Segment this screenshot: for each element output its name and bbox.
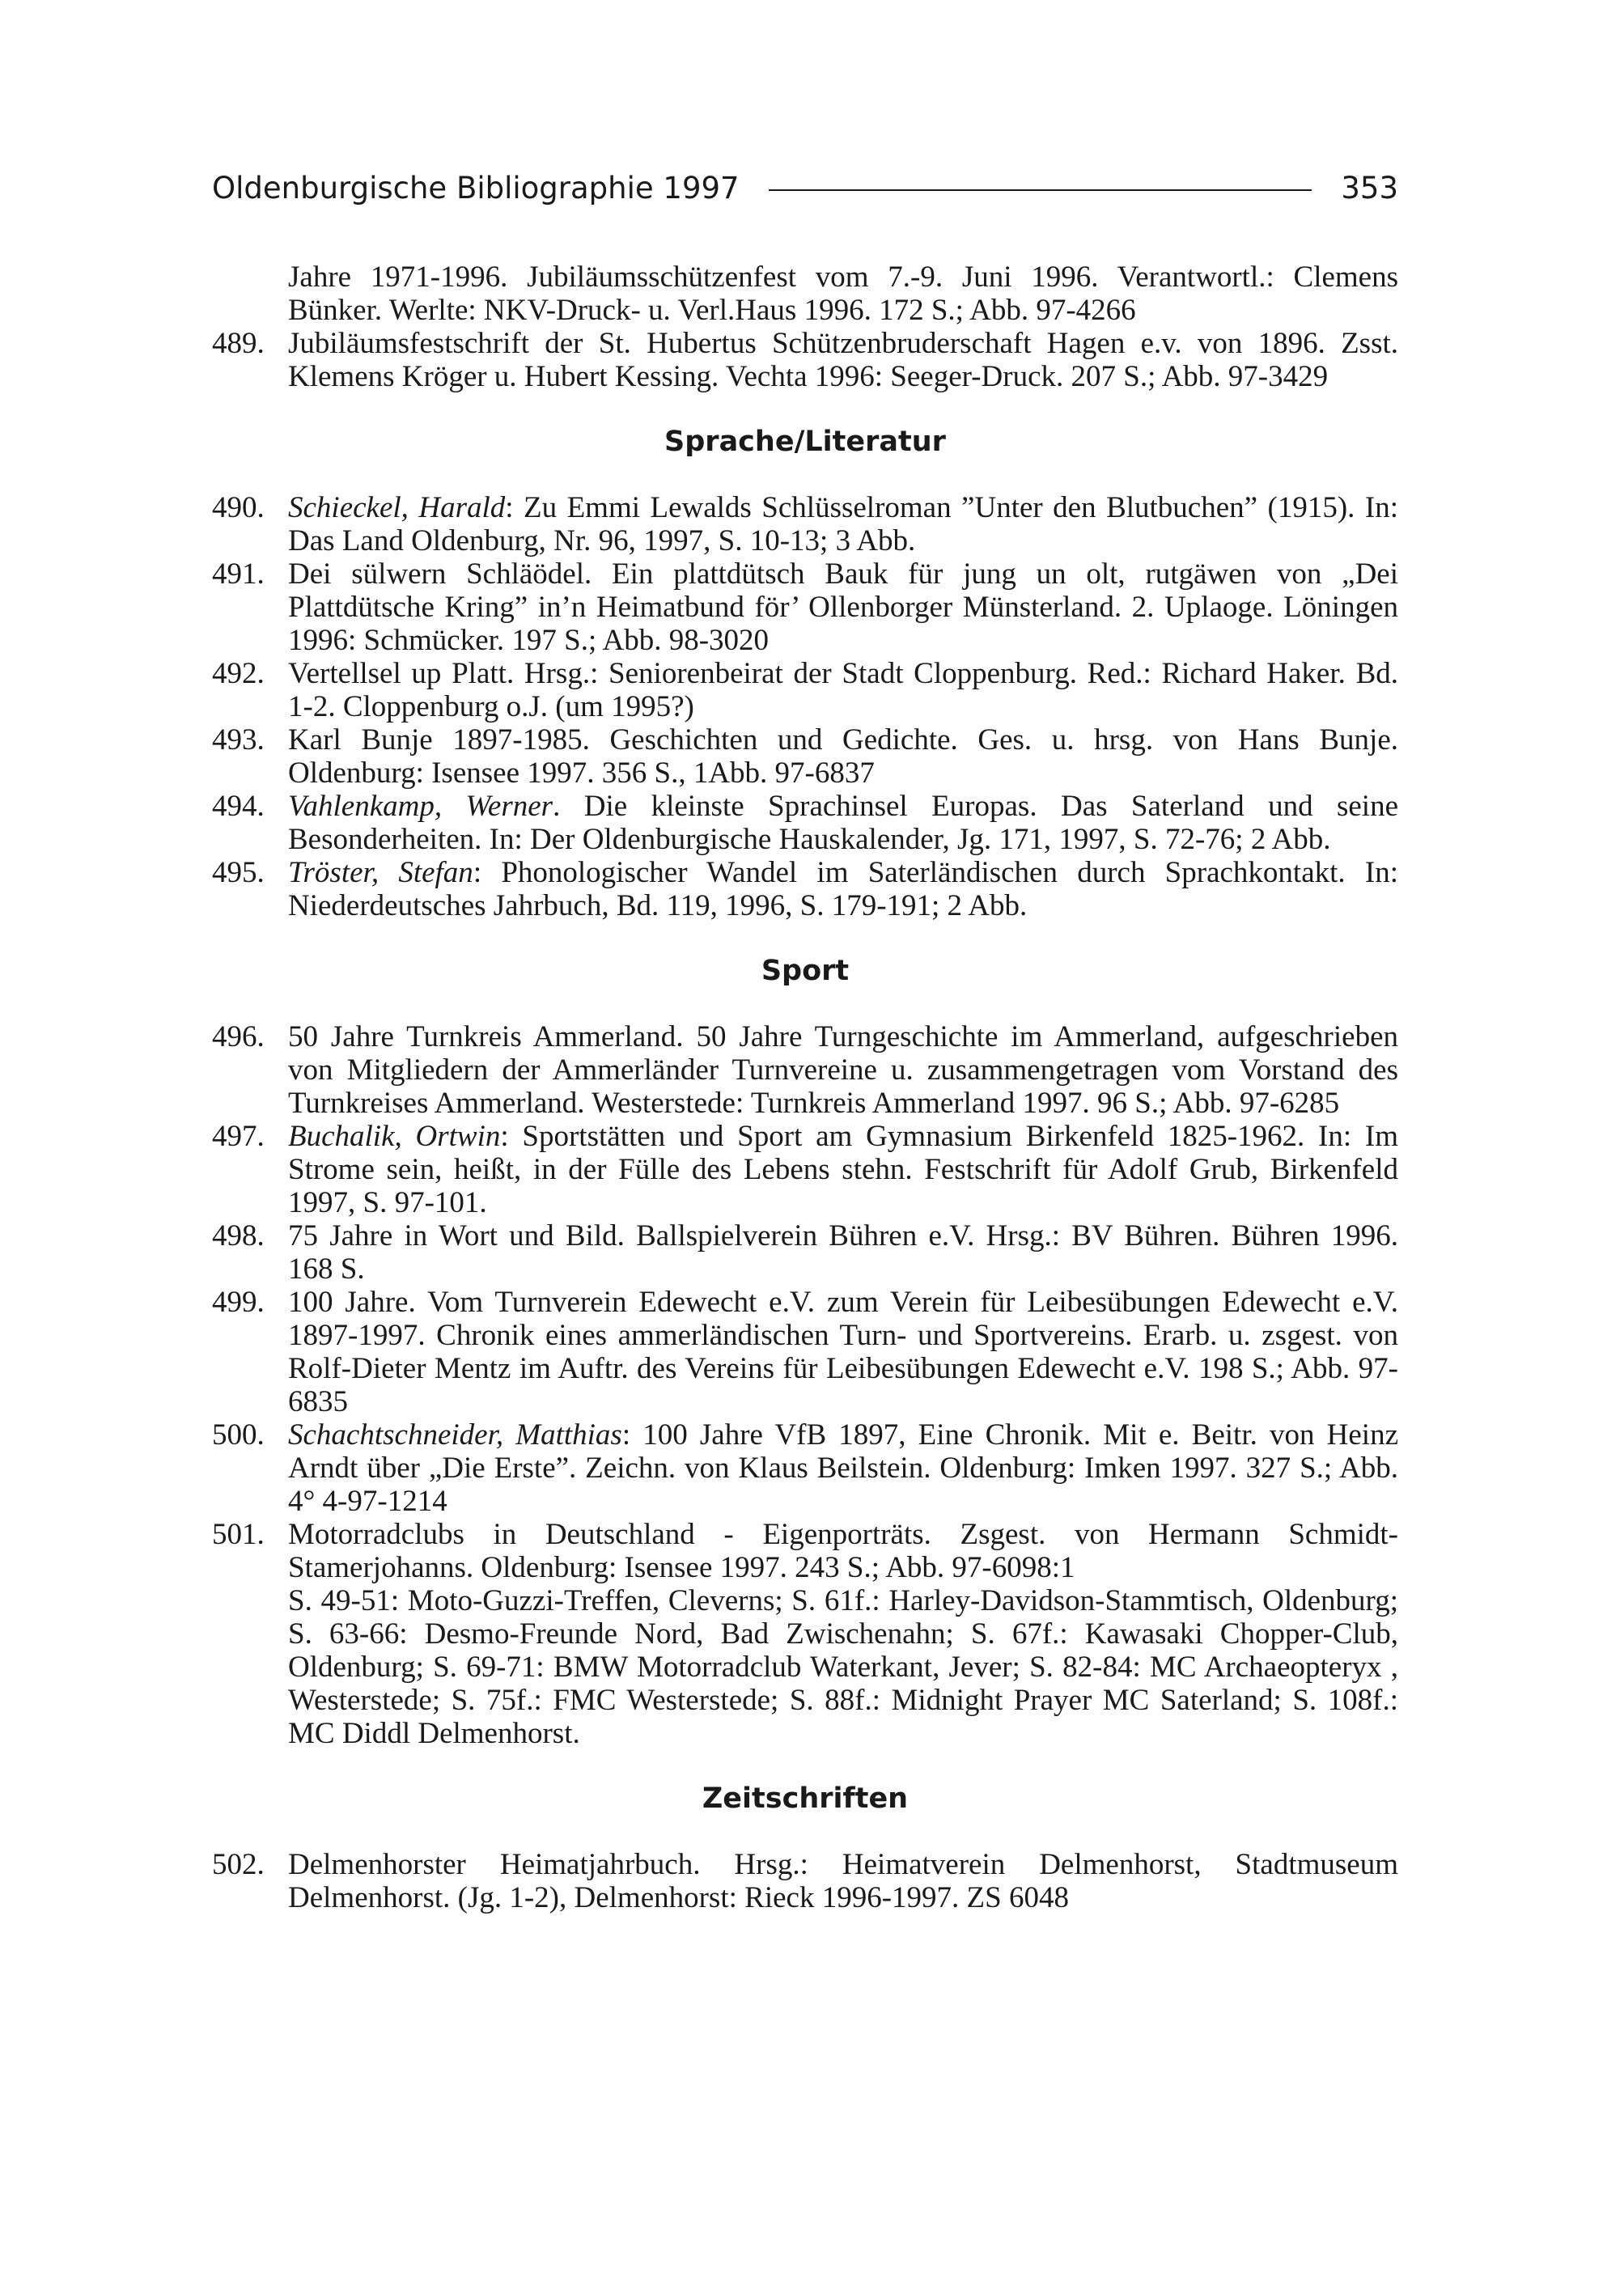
entry-491 [212,557,1398,657]
section-heading-sport: Sport [761,955,850,987]
entry-author: Schachtschneider, Matthias [288,1418,622,1452]
entry-contents: S. 49-51: Moto-Guzzi-Treffen, Cleverns; S. 61f.: Harley-Davidson-Stammtisch, Oldenburg; S. 63-66: Desmo-Freunde Nord, Bad Zwischenahn; S. 67f.: Kawasaki Chopper-Club, Oldenburg; S. 69-71: BMW Motorradclub Waterkant, Jever; S. 82-84: MC Archaeopteryx , Westerstede; S. 75f.: FMC Westerstede; S. 88f.: Midnight Prayer MC Saterland; S. 108f.: MC Diddl Delmenhorst. [288,1584,1398,1750]
entry-number: 500. [212,1418,265,1452]
entry-text: : Sportstätten und Sport am Gymnasium Birkenfeld 1825-1962. In: Im Strome sein, heißt, in der Fülle des Lebens stehn. Festschrift für Adolf Grub, Birkenfeld 1997, S. 97-101. [288,1120,1398,1219]
entry-494 [212,790,1398,856]
entry-text: Vertellsel up Platt. Hrsg.: Seniorenbeirat der Stadt Cloppenburg. Red.: Richard Haker. Bd. 1-2. Cloppenburg o.J. (um 1995?) [288,657,1398,723]
entry-text: Motorradclubs in Deutschland - Eigenporträts. Zsgest. von Hermann Schmidt-Stamerjohanns. Oldenburg: Isensee 1997. 243 S.; Abb. 97-6098:1 [288,1518,1398,1584]
entry-502 [212,1848,1398,1914]
entry-text: Karl Bunje 1897-1985. Geschichten und Gedichte. Ges. u. hrsg. von Hans Bunje. Oldenburg: Isensee 1997. 356 S., 1Abb. 97-6837 [288,723,1398,790]
entry-author: Vahlenkamp, Werner [288,790,553,823]
entry-number: 492. [212,657,265,690]
entry-text: Jahre 1971-1996. Jubiläumsschützenfest vom 7.-9. Juni 1996. Verantwortl.: Clemens Bünker. Werlte: NKV-Druck- u. Verl.Haus 1996. 172 S.; Abb. 97-4266 [288,261,1398,327]
entry-number: 497. [212,1120,265,1153]
entry-number: 496. [212,1020,265,1053]
entry-text: : 100 Jahre VfB 1897, Eine Chronik. Mit e. Beitr. von Heinz Arndt über „Die Erste”. Zeichn. von Klaus Beilstein. Oldenburg: Imken 1997. 327 S.; Abb. 4° 4-97-1214 [288,1418,1398,1518]
page-header [212,170,1398,206]
entry-text: Jubiläumsfestschrift der St. Hubertus Schützenbruderschaft Hagen e.v. von 1896. Zsst. Klemens Kröger u. Hubert Kessing. Vechta 1996: Seeger-Druck. 207 S.; Abb. 97-3429 [288,327,1398,393]
page-number: 353 [1341,170,1398,206]
continuation-entry [212,261,1398,327]
entry-text: : Phonologischer Wandel im Saterländischen durch Sprachkontakt. In: Niederdeutsches Jahrbuch, Bd. 119, 1996, S. 179-191; 2 Abb. [288,856,1398,922]
entry-497 [212,1120,1398,1219]
entry-493 [212,723,1398,790]
entry-text: 75 Jahre in Wort und Bild. Ballspielverein Bühren e.V. Hrsg.: BV Bühren. Bühren 1996. 168 S. [288,1219,1398,1286]
entry-text: Dei sülwern Schläödel. Ein plattdütsch Bauk für jung un olt, rutgäwen von „Dei Plattdütsche Kring” in’n Heimatbund för’ Ollenborger Münsterland. 2. Uplaoge. Löningen 1996: Schmücker. 197 S.; Abb. 98-3020 [288,557,1398,657]
running-title: Oldenburgische Bibliographie 1997 [212,170,740,206]
header-rule [769,189,1312,191]
bibliography-list [212,261,1398,1914]
entry-number: 502. [212,1848,265,1881]
entry-text: . Die kleinste Sprachinsel Europas. Das Saterland und seine Besonderheiten. In: Der Oldenburgische Hauskalender, Jg. 171, 1997, S. 72-76; 2 Abb. [288,790,1398,856]
entry-492 [212,657,1398,723]
entry-text: Delmenhorster Heimatjahrbuch. Hrsg.: Heimatverein Delmenhorst, Stadtmuseum Delmenhorst. (Jg. 1-2), Delmenhorst: Rieck 1996-1997. ZS 6048 [288,1848,1398,1914]
entry-498 [212,1219,1398,1286]
entry-text: 50 Jahre Turnkreis Ammerland. 50 Jahre Turngeschichte im Ammerland, aufgeschrieben von Mitgliedern der Ammerländer Turnvereine u. zusammengetragen vom Vorstand des Turnkreises Ammerland. Westerstede: Turnkreis Ammerland 1997. 96 S.; Abb. 97-6285 [288,1020,1398,1120]
entry-number: 498. [212,1219,265,1252]
entry-number: 494. [212,790,265,823]
entry-author: Buchalik, Ortwin [288,1120,501,1153]
entry-number: 501. [212,1518,265,1551]
entry-number: 489. [212,327,265,360]
entry-489 [212,327,1398,393]
entry-500 [212,1418,1398,1518]
entry-499 [212,1286,1398,1418]
entry-text: : Zu Emmi Lewalds Schlüsselroman ”Unter den Blutbuchen” (1915). In: Das Land Oldenburg, Nr. 96, 1997, S. 10-13; 3 Abb. [288,491,1398,557]
entry-496 [212,1020,1398,1120]
entry-501 [212,1518,1398,1750]
entry-number: 490. [212,491,265,524]
entry-number: 491. [212,557,265,591]
entry-author: Tröster, Stefan [288,856,473,889]
entry-text: 100 Jahre. Vom Turnverein Edewecht e.V. zum Verein für Leibesübungen Edewecht e.V. 1897-1997. Chronik eines ammerländischen Turn- und Sportvereins. Erarb. u. zsgest. von Rolf-Dieter Mentz im Auftr. des Vereins für Leibesübungen Edewecht e.V. 198 S.; Abb. 97-6835 [288,1286,1398,1418]
entry-490 [212,491,1398,557]
entry-number: 499. [212,1286,265,1319]
entry-number: 495. [212,856,265,889]
entry-495 [212,856,1398,922]
section-heading-zeitschriften: Zeitschriften [702,1782,909,1815]
entry-author: Schieckel, Harald [288,491,506,524]
section-heading-literatur: Sprache/Literatur [664,426,946,458]
entry-number: 493. [212,723,265,757]
